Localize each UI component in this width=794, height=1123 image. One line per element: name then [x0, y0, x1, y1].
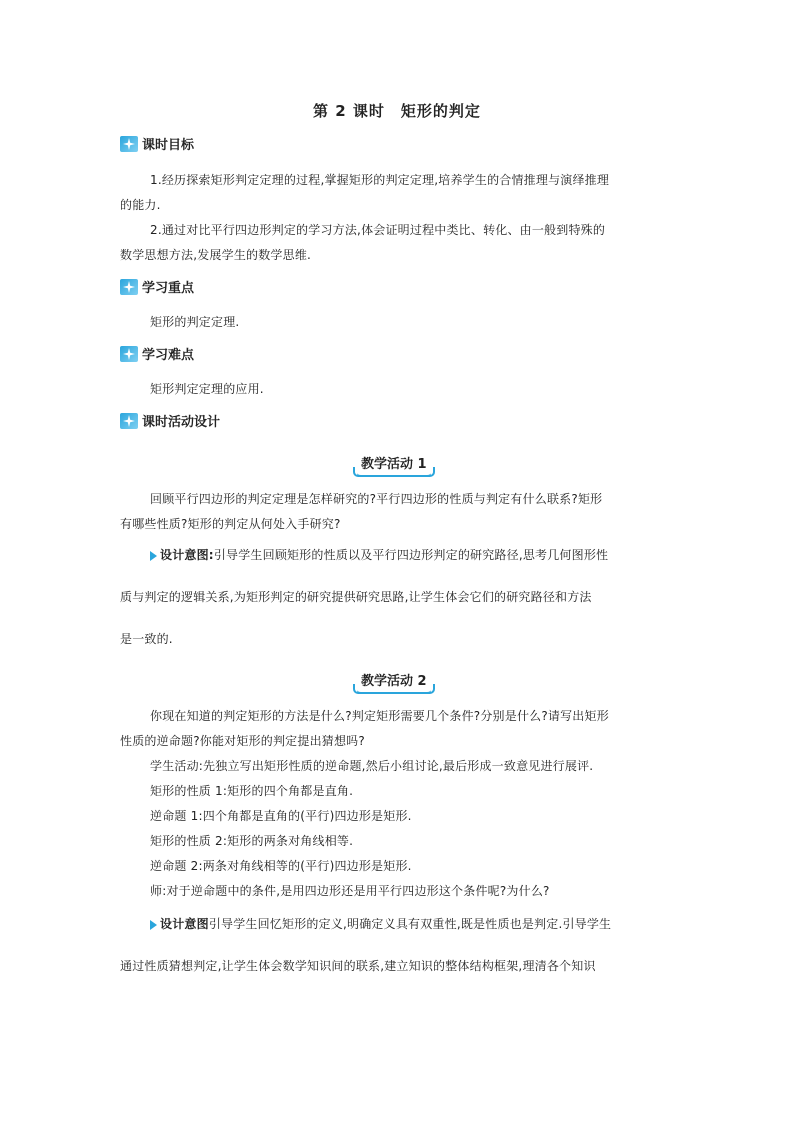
design-text: 引导学生回顾矩形的性质以及平行四边形判定的研究路径,思考几何图形性: [213, 548, 609, 562]
section-key-points: [120, 277, 194, 296]
section-title: 课时活动设计: [142, 415, 221, 430]
activity-1-question: 回顾平行四边形的判定定理是怎样研究的?平行四边形的性质与判定有什么联系?矩形: [150, 492, 603, 506]
design-label: 设计意图:: [160, 548, 214, 562]
key-points-text: 矩形的判定定理.: [150, 315, 240, 329]
objective-2-cont: 数学思想方法,发展学生的数学思维.: [120, 248, 312, 262]
design-text: 引导学生回忆矩形的定义,明确定义具有双重性,既是性质也是判定.引导学生: [208, 917, 612, 931]
property-1: 矩形的性质 1:矩形的四个角都是直角.: [150, 784, 354, 798]
activity-2-design-cont: 通过性质猜想判定,让学生体会数学知识间的联系,建立知识的整体结构框架,理清各个知识: [120, 959, 596, 973]
section-title: 学习重点: [142, 281, 195, 296]
section-objectives: [120, 134, 194, 153]
student-activity: 学生活动:先独立写出矩形性质的逆命题,然后小组讨论,最后形成一致意见进行展评.: [150, 759, 594, 773]
sparkle-icon: [120, 346, 138, 362]
activity-2-question: 你现在知道的判定矩形的方法是什么?判定矩形需要几个条件?分别是什么?请写出矩形: [150, 709, 609, 723]
sparkle-icon: [120, 413, 138, 429]
activity-1-design: [150, 543, 608, 568]
design-label: 设计意图: [160, 917, 209, 931]
section-title: 学习难点: [142, 348, 195, 363]
page-title: 第 2 课时 矩形的判定: [313, 102, 481, 120]
activity-2-question-cont: 性质的逆命题?你能对矩形的判定提出猜想吗?: [120, 734, 365, 748]
converse-2: 逆命题 2:两条对角线相等的(平行)四边形是矩形.: [150, 859, 412, 873]
activity-1-label: 教学活动 1: [357, 455, 431, 477]
sparkle-icon: [120, 279, 138, 295]
converse-1: 逆命题 1:四个角都是直角的(平行)四边形是矩形.: [150, 809, 412, 823]
section-title: 课时目标: [142, 138, 195, 153]
triangle-marker-icon: [150, 551, 157, 561]
activity-2-label: 教学活动 2: [357, 672, 431, 694]
teacher-question: 师:对于逆命题中的条件,是用四边形还是用平行四边形这个条件呢?为什么?: [150, 884, 550, 898]
activity-1-question-cont: 有哪些性质?矩形的判定从何处入手研究?: [120, 517, 341, 531]
section-difficulties: [120, 344, 194, 363]
objective-2: 2.通过对比平行四边形判定的学习方法,体会证明过程中类比、转化、由一般到特殊的: [150, 223, 606, 237]
sparkle-icon: [120, 136, 138, 152]
activity-1-design-cont: 质与判定的逻辑关系,为矩形判定的研究提供研究思路,让学生体会它们的研究路径和方法: [120, 590, 592, 604]
section-activity-design: [120, 411, 220, 430]
objective-1: 1.经历探索矩形判定定理的过程,掌握矩形的判定定理,培养学生的合情推理与演绎推理: [150, 173, 610, 187]
activity-2-design: [150, 912, 611, 937]
difficulties-text: 矩形判定定理的应用.: [150, 382, 264, 396]
property-2: 矩形的性质 2:矩形的两条对角线相等.: [150, 834, 354, 848]
activity-1-design-cont-2: 是一致的.: [120, 632, 173, 646]
triangle-marker-icon: [150, 920, 157, 930]
objective-1-cont: 的能力.: [120, 198, 161, 212]
